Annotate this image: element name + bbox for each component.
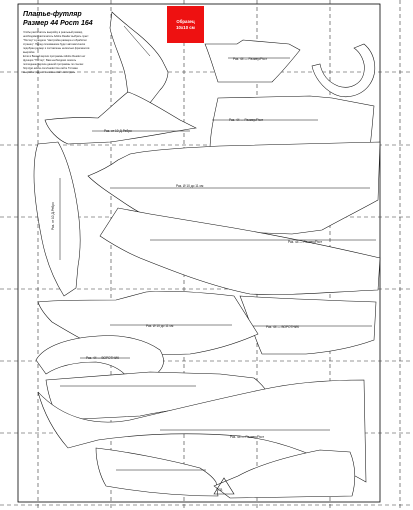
label-small-center: Раз. 44 — Размер/Рост (233, 57, 268, 61)
pattern-title: Платье-футляр (23, 11, 82, 18)
pattern-piece-mid-left (45, 92, 196, 144)
svg-text:необходимо распечатать Adobe R: необходимо распечатать Adobe Reader выбрать пункт (23, 35, 89, 38)
svg-text:http://get.adobe.com/reader/ Н: http://get.adobe.com/reader/ На сайте 'Готовая (23, 67, 78, 70)
label-hem: Раз. 44 — Размер/Рост (230, 435, 265, 439)
pattern-piece-side-left (34, 142, 80, 296)
label-collar-band: Раз. 44 — ВОРОТНИК (86, 356, 119, 360)
label-side-left: Раз. от 10 Д-Ребро (51, 202, 55, 230)
svg-text:10х10 см: 10х10 см (176, 25, 195, 30)
label-bodice-front: Раз. Ø 10 до 11 см (176, 184, 204, 188)
title-block (23, 11, 93, 74)
pattern-piece-collar (312, 44, 375, 97)
svg-text:выкройка', адрес: www.ваш сайт: выкройка', адрес: www.ваш сайт.com/Здесь (23, 71, 76, 74)
scale-sample (167, 6, 204, 43)
svg-text:Образец: Образец (176, 19, 195, 24)
pattern-piece-skirt-lower (240, 296, 376, 354)
svg-text:"Постер" в разделе "Настройка: "Постер" в разделе "Настройка размера и обработки (23, 39, 87, 42)
svg-text:Если в Вашей версии программы: Если в Вашей версии программы Adobe Reader нет (23, 55, 86, 58)
label-mid-left: Раз. от 10 Д-Ребро (104, 129, 132, 133)
pattern-piece-small-center (205, 40, 300, 82)
svg-text:страниц". Перед склеиванием бу: страниц". Перед склеиванием будет автоматически (23, 43, 86, 46)
label-skirt-lower: Раз. 44 — ВОРОТНИК (266, 325, 299, 329)
label-mid-right: Раз. 44 — Размер/Рост (229, 118, 264, 122)
pattern-piece-mid-right (210, 96, 374, 150)
svg-text:Чтобы распечатать выкройку в р: Чтобы распечатать выкройку в реальный размер, (23, 31, 83, 34)
svg-text:выкройки.: выкройки. (23, 51, 36, 54)
svg-text:последнюю версию данной програ: последнюю версию данной программы по ссылке: (23, 63, 84, 66)
pattern-size: Размер 44 Рост 164 (23, 20, 93, 27)
svg-text:функции "Постер", Вам необходи: функции "Постер", Вам необходимо скачать (23, 59, 77, 62)
pattern-piece-wing (96, 448, 218, 496)
pattern-piece-sleeve (214, 450, 355, 498)
instructions-block (23, 30, 90, 74)
svg-text:подобран размер и составлены н: подобран размер и составлены несколько фрагментов (23, 47, 90, 50)
label-skirt-panel: Раз. 44 — Размер/Рост (288, 240, 323, 244)
logo-text: ГВ (218, 488, 223, 492)
label-back: Раз. Ø 10 до 11 см (146, 324, 174, 328)
